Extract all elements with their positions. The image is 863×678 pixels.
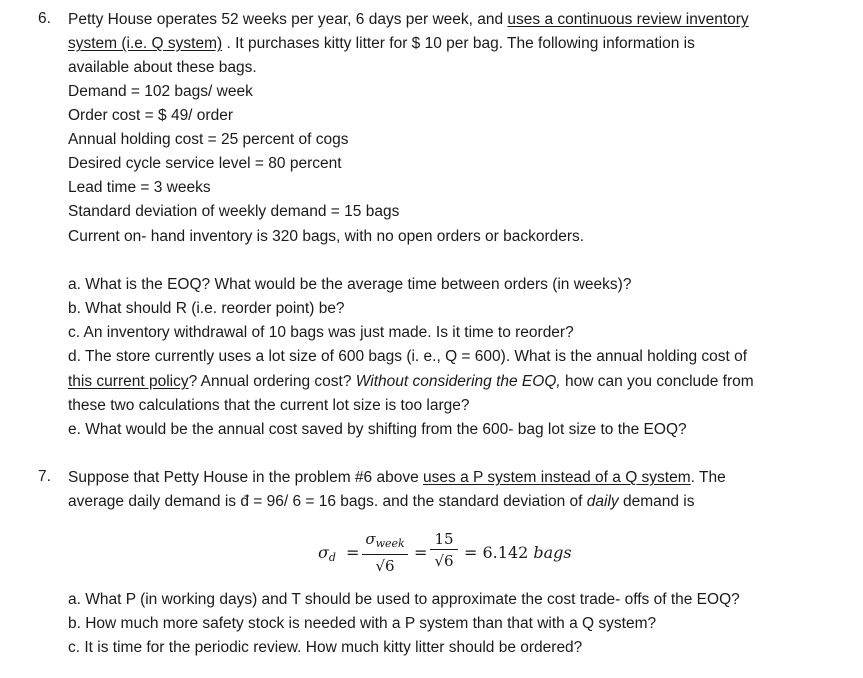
problem-6-question-a: a. What is the EOQ? What would be the average time between orders (in weeks)? bbox=[68, 276, 632, 293]
fact-lead-time: Lead time = 3 weeks bbox=[68, 179, 211, 196]
problem-7-line-1 bbox=[68, 468, 726, 488]
problem-6-number: 6. bbox=[38, 10, 51, 27]
formula-equals-2: = bbox=[414, 543, 428, 562]
fact-service-level: Desired cycle service level = 80 percent bbox=[68, 155, 342, 172]
problem-7-number: 7. bbox=[38, 468, 51, 485]
problem-7-line-2-end: demand is bbox=[618, 493, 695, 510]
formula-lhs bbox=[318, 543, 336, 564]
problem-6-question-d-italic: Without considering the EOQ, bbox=[355, 373, 561, 390]
formula-fraction-2-bar bbox=[430, 549, 458, 550]
fact-demand: Demand = 102 bags/ week bbox=[68, 83, 253, 100]
fact-on-hand: Current on- hand inventory is 320 bags, with no open orders or backorders. bbox=[68, 228, 585, 245]
formula-fraction-1-subscript: week bbox=[375, 537, 405, 550]
formula-fraction-1-numerator bbox=[362, 530, 408, 553]
formula-fraction-1 bbox=[362, 530, 408, 575]
fact-order-cost: Order cost = $ 49/ order bbox=[68, 107, 233, 124]
problem-7-underlined-text: uses a P system instead of a Q system bbox=[423, 469, 691, 486]
formula-result bbox=[464, 543, 572, 562]
fact-std-dev: Standard deviation of weekly demand = 15 bags bbox=[68, 203, 400, 220]
problem-6-question-d-line-1: d. The store currently uses a lot size of 600 bags (i. e., Q = 600). What is the annual holding cost of bbox=[68, 348, 748, 365]
problem-7-line-1-text: Suppose that Petty House in the problem #6 above bbox=[68, 469, 424, 486]
fact-holding-cost: Annual holding cost = 25 percent of cogs bbox=[68, 131, 349, 148]
problem-7-line-1-end: . The bbox=[690, 469, 726, 486]
problem-6-line-3: available about these bags. bbox=[68, 59, 257, 76]
problem-7-question-a: a. What P (in working days) and T should be used to approximate the cost trade- offs of the EOQ? bbox=[68, 591, 740, 608]
problem-6-question-d-line-2 bbox=[68, 372, 754, 392]
problem-6-question-b: b. What should R (i.e. reorder point) be? bbox=[68, 300, 345, 317]
problem-6-question-e: e. What would be the annual cost saved by shifting from the 600- bag lot size to the EOQ? bbox=[68, 421, 687, 438]
formula-fraction-2 bbox=[430, 530, 458, 570]
problem-6-line-2 bbox=[68, 34, 695, 54]
problem-7-line-2-italic: daily bbox=[586, 493, 619, 510]
formula-result-value: = 6.142 bbox=[464, 543, 529, 562]
formula-fraction-1-symbol: σ bbox=[365, 530, 376, 548]
problem-6-underlined-text-3: this current policy bbox=[68, 373, 189, 390]
problem-6-question-d-text: ? Annual ordering cost? bbox=[188, 373, 356, 390]
problem-7-question-b: b. How much more safety stock is needed with a P system than that with a Q system? bbox=[68, 615, 657, 632]
problem-6-line-1 bbox=[68, 10, 749, 30]
problem-6-question-d-text-end: how can you conclude from bbox=[560, 373, 754, 390]
formula-fraction-1-bar bbox=[362, 554, 408, 555]
problem-7-line-2 bbox=[68, 492, 694, 512]
problem-6-line-1-text: Petty House operates 52 weeks per year, 6 days per week, and bbox=[68, 11, 508, 28]
problem-6-underlined-text-2: system (i.e. Q system) bbox=[68, 35, 223, 52]
problem-6-underlined-text-1: uses a continuous review inventory bbox=[507, 11, 749, 28]
problem-6-question-c: c. An inventory withdrawal of 10 bags was just made. Is it time to reorder? bbox=[68, 324, 574, 341]
formula-result-unit: bags bbox=[533, 543, 572, 562]
formula-fraction-2-numerator: 15 bbox=[434, 530, 454, 548]
problem-7-line-2-text: average daily demand is đ = 96/ 6 = 16 bags. and the standard deviation of bbox=[68, 493, 587, 510]
problem-7-question-c: c. It is time for the periodic review. How much kitty litter should be ordered? bbox=[68, 639, 583, 656]
std-dev-formula bbox=[318, 526, 578, 582]
formula-equals-1: = bbox=[346, 543, 360, 562]
formula-lhs-symbol: σ bbox=[318, 543, 329, 562]
formula-fraction-1-denominator: √6 bbox=[375, 557, 395, 575]
problem-6-line-2-text: . It purchases kitty litter for $ 10 per bag. The following information is bbox=[222, 35, 695, 52]
formula-fraction-2-denominator: √6 bbox=[434, 552, 454, 570]
problem-6-question-d-line-3: these two calculations that the current lot size is too large? bbox=[68, 397, 470, 414]
formula-lhs-subscript: d bbox=[328, 551, 336, 564]
